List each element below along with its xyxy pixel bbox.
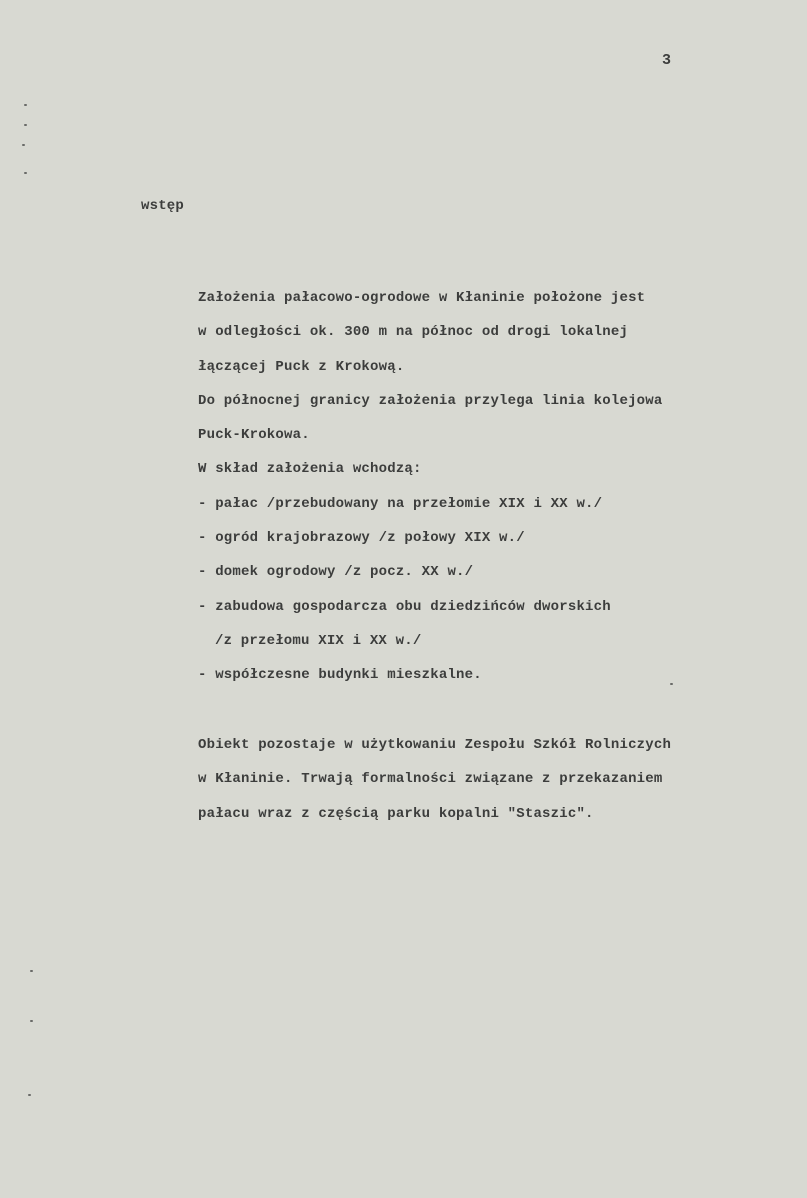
list-item: - domek ogrodowy /z pocz. XX w./: [198, 564, 474, 581]
text-line: Puck-Krokowa.: [198, 427, 310, 444]
text-line: łączącej Puck z Krokową.: [198, 358, 405, 375]
scan-speck: [24, 124, 27, 126]
list-item: - współczesne budynki mieszkalne.: [198, 667, 482, 684]
scan-speck: [24, 172, 27, 174]
list-item: - ogród krajobrazowy /z połowy XIX w./: [198, 530, 525, 547]
page-number: 3: [662, 52, 672, 69]
section-heading: wstęp: [141, 198, 185, 214]
text-line: pałacu wraz z częścią parku kopalni "Staszic".: [198, 805, 594, 822]
text-line: Założenia pałacowo-ogrodowe w Kłaninie położone jest: [198, 290, 646, 306]
text-line: w odległości ok. 300 m na północ od drogi lokalnej: [198, 324, 629, 341]
text-line: Obiekt pozostaje w użytkowaniu Zespołu Szkół Rolniczych: [198, 737, 672, 753]
text-line: W skład założenia wchodzą:: [198, 461, 422, 478]
list-item: - pałac /przebudowany na przełomie XIX i XX w./: [198, 495, 603, 512]
text-line: w Kłaninie. Trwają formalności związane z przekazaniem: [198, 771, 663, 788]
scan-speck: [28, 1094, 31, 1096]
usage-paragraph: [198, 728, 671, 831]
list-item: - zabudowa gospodarcza obu dziedzińców dworskich: [198, 598, 611, 615]
scan-speck: [22, 144, 25, 146]
scan-speck: [30, 1020, 33, 1022]
scan-speck: [670, 683, 673, 685]
intro-paragraph: [198, 281, 662, 693]
scan-speck: [30, 970, 33, 972]
list-item-continuation: /z przełomu XIX i XX w./: [215, 632, 422, 649]
text-line: Do północnej granicy założenia przylega linia kolejowa: [198, 392, 663, 409]
scan-speck: [24, 104, 27, 106]
